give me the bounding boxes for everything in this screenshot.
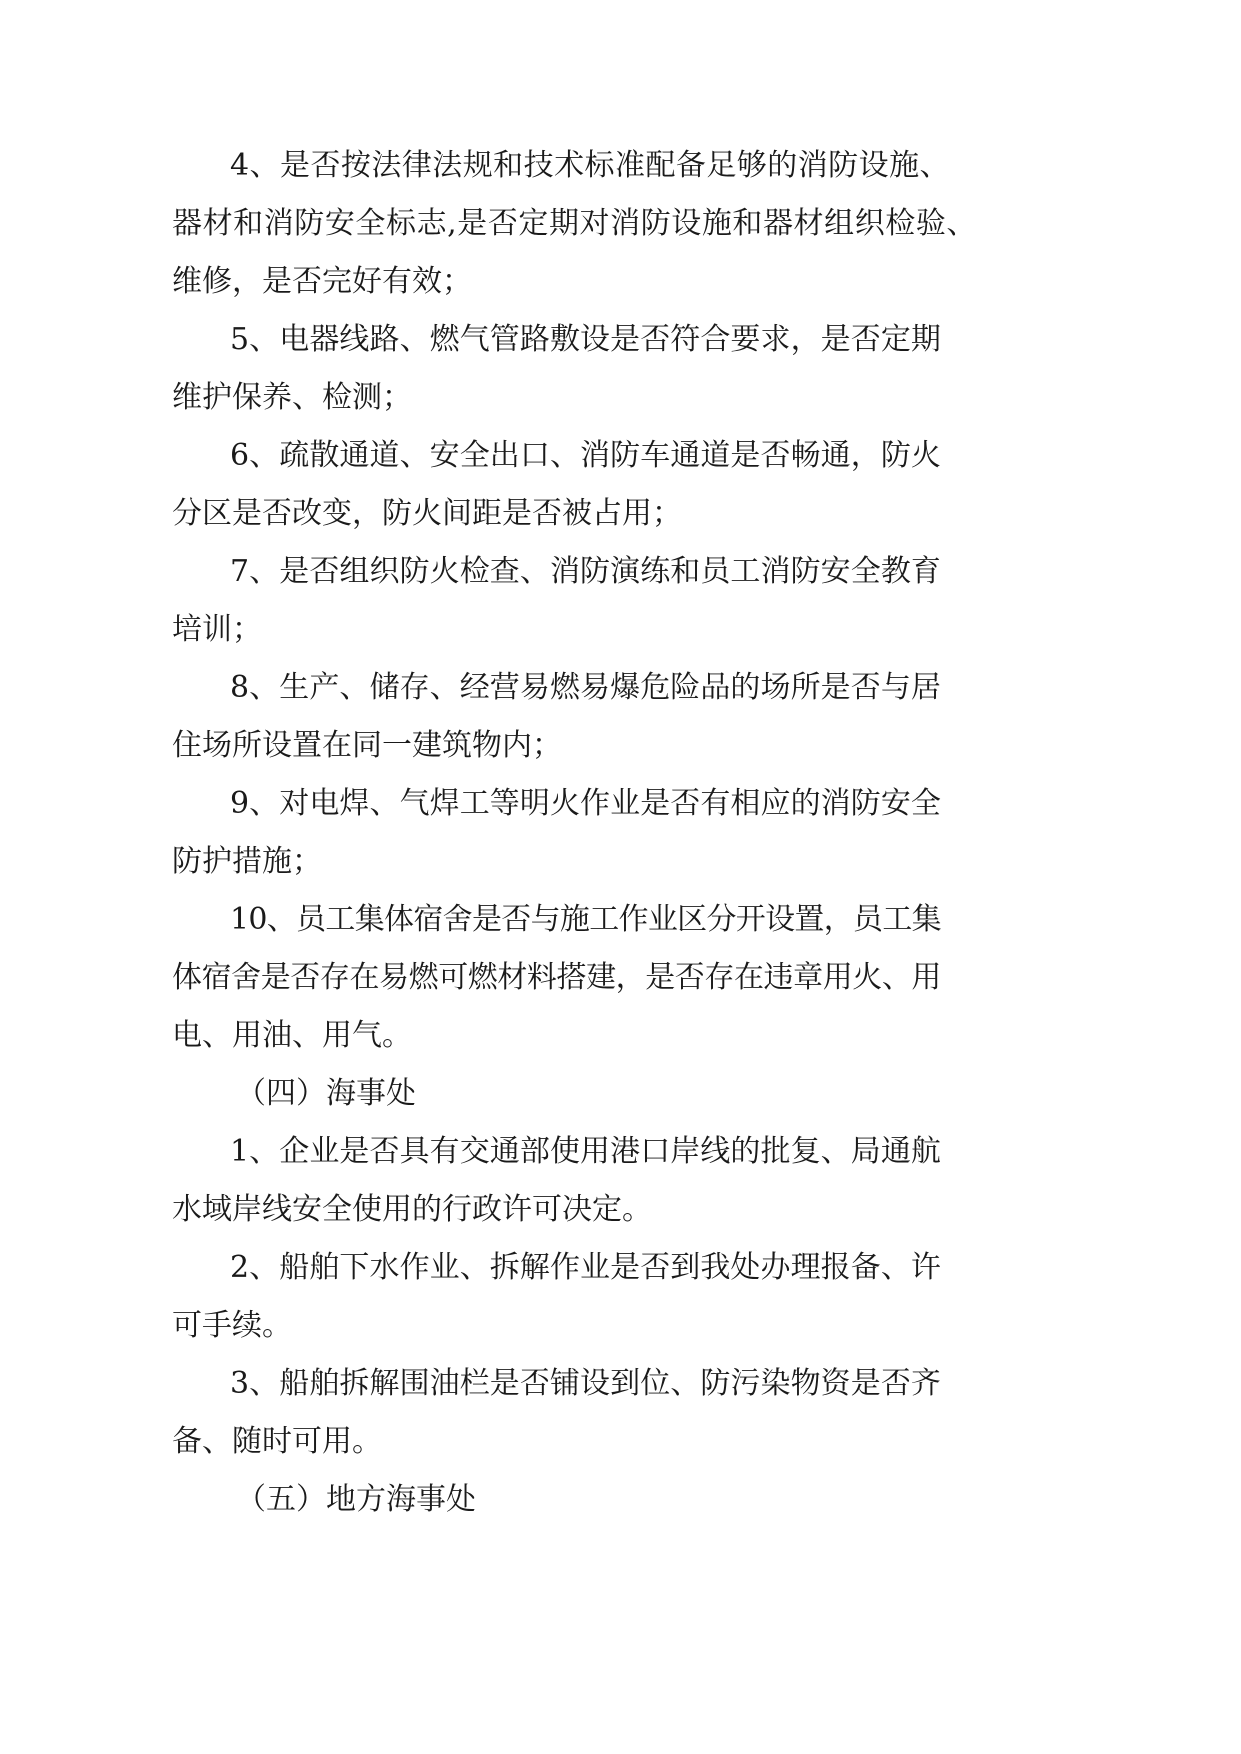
- item-7-line-1: 7、是否组织防火检查、消防演练和员工消防安全教育: [230, 554, 941, 589]
- item-4-line-1: 4、是否按法律法规和技术标准配备足够的消防设施、: [230, 148, 950, 183]
- section-heading-five: （五）地方海事处: [236, 1482, 476, 1517]
- item-9-line-2: 防护措施；: [172, 844, 322, 879]
- item-6-line-2: 分区是否改变，防火间距是否被占用；: [172, 496, 682, 531]
- section4-item-2-line-1: 2、船舶下水作业、拆解作业是否到我处办理报备、许: [230, 1250, 941, 1285]
- section4-item-3-line-1: 3、船舶拆解围油栏是否铺设到位、防污染物资是否齐: [230, 1366, 941, 1401]
- item-10-line-2: 体宿舍是否存在易燃可燃材料搭建，是否存在违章用火、用: [172, 960, 941, 995]
- item-8-line-2: 住场所设置在同一建筑物内；: [172, 728, 562, 763]
- item-6-line-1: 6、疏散通道、安全出口、消防车通道是否畅通，防火: [230, 438, 941, 473]
- item-9-line-1: 9、对电焊、气焊工等明火作业是否有相应的消防安全: [230, 786, 941, 821]
- item-10-line-3: 电、用油、用气。: [172, 1018, 412, 1053]
- item-10-line-1: 10、员工集体宿舍是否与施工作业区分开设置，员工集: [230, 902, 941, 937]
- section-heading-four: （四）海事处: [236, 1076, 416, 1111]
- item-7-line-2: 培训；: [172, 612, 262, 647]
- section4-item-2-line-2: 可手续。: [172, 1308, 292, 1343]
- section4-item-1-line-1: 1、企业是否具有交通部使用港口岸线的批复、局通航: [230, 1134, 941, 1169]
- item-8-line-1: 8、生产、储存、经营易燃易爆危险品的场所是否与居: [230, 670, 941, 705]
- item-5-line-1: 5、电器线路、燃气管路敷设是否符合要求，是否定期: [230, 322, 941, 357]
- item-4-line-2: 器材和消防安全标志,是否定期对消防设施和器材组织检验、: [172, 206, 977, 241]
- item-5-line-2: 维护保养、检测；: [172, 380, 412, 415]
- item-4-line-3: 维修，是否完好有效；: [172, 264, 472, 299]
- section4-item-1-line-2: 水域岸线安全使用的行政许可决定。: [172, 1192, 652, 1227]
- section4-item-3-line-2: 备、随时可用。: [172, 1424, 382, 1459]
